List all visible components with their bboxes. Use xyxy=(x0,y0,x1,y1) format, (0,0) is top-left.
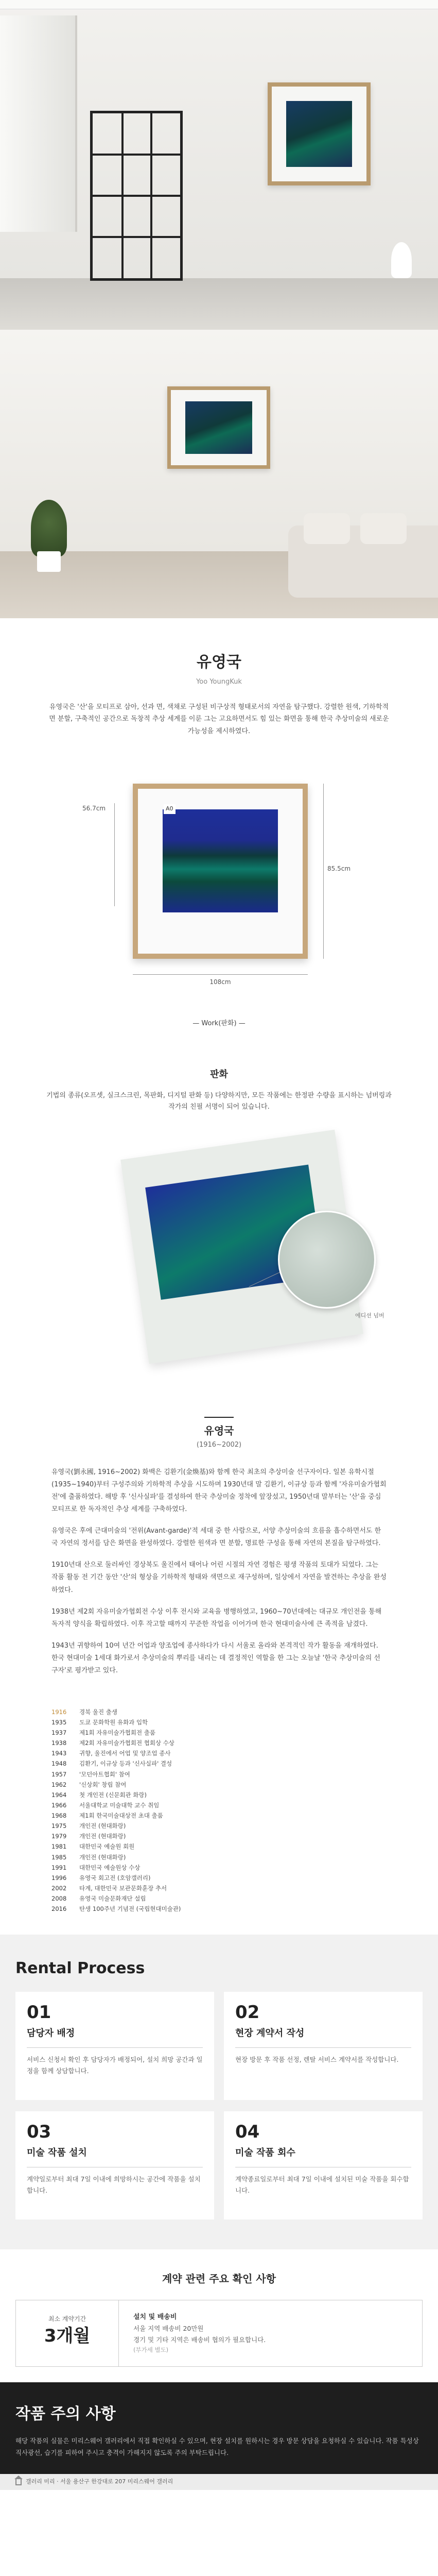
timeline-row xyxy=(51,1769,387,1780)
artwork-image xyxy=(185,401,252,454)
shelf-board xyxy=(93,236,180,238)
timeline-year: 1968 xyxy=(51,1812,67,1820)
divider xyxy=(27,2047,203,2048)
footer-text: 갤러리 미리 · 서울 용산구 한강대로 207 미리스웨어 갤러리 xyxy=(26,2478,173,2485)
timeline-text: 개인전 (현대화랑) xyxy=(79,1833,126,1840)
step-title: 담당자 배정 xyxy=(27,2027,75,2039)
bio-name: 유영국 xyxy=(204,1417,234,1439)
shelf-divider xyxy=(121,113,124,278)
timeline-year: 1966 xyxy=(51,1801,67,1809)
timeline-text: 경북 울진 출생 xyxy=(79,1708,117,1716)
shelf-divider xyxy=(150,113,152,278)
bio-paragraph: 유영국은 후에 근대미술의 '전위(Avant-garde)'적 세대 중 한 사람으로, 서양 추상미술의 흐름을 흡수하면서도 한국 자연의 정서를 담은 화면을 완성하였다. 강렬한 원색과 면 분할, 명료한 구성을 통해 자연의 본질을 탐구하였다. xyxy=(51,1527,381,1548)
timeline-year: 1935 xyxy=(51,1718,67,1726)
shelf-board xyxy=(93,154,180,156)
timeline-year: 1957 xyxy=(51,1770,67,1778)
timeline-year: 1962 xyxy=(51,1781,67,1788)
timeline-row xyxy=(51,1738,387,1748)
artist-intro xyxy=(0,618,438,758)
bio-header xyxy=(0,1391,438,1456)
step-number: 03 xyxy=(27,2122,51,2143)
bio-timeline xyxy=(0,1691,438,1935)
timeline-text: 개인전 (현대화랑) xyxy=(79,1822,126,1830)
delivery-line: 서울 지역 배송비 20만원 xyxy=(133,2325,204,2333)
timeline-row xyxy=(51,1883,387,1893)
timeline-row xyxy=(51,1780,387,1790)
min-period-value: 3개월 xyxy=(44,2325,91,2346)
home-icon xyxy=(15,2479,22,2485)
timeline-row xyxy=(51,1800,387,1810)
timeline-text: 김환기, 이규상 등과 '신사실파' 결성 xyxy=(79,1760,172,1768)
artist-name-en: Yoo YoungKuk xyxy=(196,678,242,686)
timeline-text: 탄생 100주년 기념전 (국립현대미술관) xyxy=(79,1905,181,1913)
timeline-row xyxy=(51,1707,387,1717)
contract-title: 계약 관련 주요 확인 사항 xyxy=(162,2273,276,2285)
timeline-year: 1916 xyxy=(51,1708,67,1716)
caution-title: 작품 주의 사항 xyxy=(15,2405,116,2424)
step-desc: 계약종료일로부터 최대 7일 이내에 설치된 미술 작품을 회수합니다. xyxy=(235,2175,409,2195)
bio-paragraph: 1910년대 산으로 둘러싸인 경상북도 울진에서 태어나 어린 시절의 자연 경험은 평생 작품의 토대가 되었다. 그는 작품 활동 전 기간 동안 '산'의 형상을 기하학적 형태와 색면으로 재구성하며, 일상에서 자연을 발견하는 추상을 완성하였다. xyxy=(51,1561,387,1594)
bookshelf xyxy=(90,111,183,281)
min-period-box xyxy=(16,2300,119,2366)
caution-section xyxy=(0,2382,438,2474)
bio-paragraph: 1943년 귀향하여 10여 년간 어업과 양조업에 종사하다가 다시 서울로 올라와 본격적인 작가 활동을 재개하였다. 한국 현대미술 1세대 화가로서 추상미술의 뿌리를 내리는 데 결정적인 역할을 한 그는 오늘날 '한국 추상미술의 선구자'로 평가받고 있다. xyxy=(51,1641,380,1674)
min-period-label: 최소 계약기간 xyxy=(48,2315,86,2323)
timeline-row xyxy=(51,1821,387,1831)
timeline-text: 제1회 한국미술대상전 초대 출품 xyxy=(79,1812,163,1820)
work-dimension-diagram xyxy=(0,758,438,1046)
timeline-text: 첫 개인전 (신문회관 화랑) xyxy=(79,1791,147,1799)
timeline-year: 1985 xyxy=(51,1853,67,1861)
outer-height-label: 85.5cm xyxy=(327,865,351,873)
technique-title: 판화 xyxy=(210,1069,228,1080)
step-number: 04 xyxy=(235,2122,260,2143)
timeline-row xyxy=(51,1717,387,1727)
timeline-year: 1996 xyxy=(51,1874,67,1882)
artwork-frame xyxy=(133,784,308,959)
caution-text: 해당 작품의 실물은 미리스웨어 갤러리에서 직접 확인하실 수 있으며, 현장 설치를 원하시는 경우 방문 상담을 요청하실 수 있습니다. 작품 특성상 직사광선, 습기를 피하여 주시고 충격이 가해지지 않도록 주의 부탁드립니다. xyxy=(15,2437,419,2456)
divider xyxy=(235,2047,411,2048)
step-title: 현장 계약서 작성 xyxy=(235,2027,305,2039)
size-badge: A0 xyxy=(164,804,176,814)
footer-bar xyxy=(0,2474,438,2490)
step-number: 02 xyxy=(235,2002,260,2023)
step-desc: 계약일로부터 최대 7일 이내에 희망하시는 공간에 작품을 설치합니다. xyxy=(27,2175,201,2195)
artist-intro-text: 유영국은 '산'을 모티프로 삼아, 선과 면, 색채로 구성된 비구상적 형태로서의 자연을 탐구했다. 강렬한 원색, 기하학적 면 분할, 구축적인 공간으로 독창적 추상 세계를 이룬 그는 고요하면서도 힘 있는 화면을 통해 한국 추상미술의 새로운 가능성을 제시하였다. xyxy=(49,703,389,735)
plant-pot xyxy=(37,551,61,572)
rental-title: Rental Process xyxy=(15,1959,145,1978)
rental-step-1 xyxy=(15,1992,214,2100)
timeline-row xyxy=(51,1810,387,1821)
timeline-year: 2002 xyxy=(51,1884,67,1892)
timeline-row xyxy=(51,1841,387,1852)
framed-artwork xyxy=(268,82,371,185)
timeline-text: '신상회' 창립 참여 xyxy=(79,1781,127,1788)
timeline-year: 1981 xyxy=(51,1843,67,1851)
timeline-row xyxy=(51,1873,387,1883)
living-room-image xyxy=(0,330,438,618)
cushion xyxy=(360,513,407,544)
bio-paragraph: 1938년 제2회 자유미술가협회전 수상 이후 전시와 교육을 병행하였고, 1960~70년대에는 대규모 개인전을 통해 독자적 양식을 확립하였다. 이후 작고할 때까지 꾸준한 작업을 이어가며 한국 현대미술사에 큰 족적을 남겼다. xyxy=(51,1607,382,1628)
timeline-year: 1938 xyxy=(51,1739,67,1747)
step-title: 미술 작품 설치 xyxy=(27,2147,87,2158)
step-number: 01 xyxy=(27,2002,51,2023)
timeline-year: 1975 xyxy=(51,1822,67,1830)
delivery-label: 설치 및 배송비 xyxy=(133,2313,177,2321)
inner-height-label: 56.7cm xyxy=(82,805,106,812)
outer-height-line xyxy=(323,784,324,959)
step-title: 미술 작품 회수 xyxy=(235,2147,295,2158)
artwork-painting xyxy=(163,809,278,912)
rental-step-3 xyxy=(15,2111,214,2219)
contract-section xyxy=(0,2249,438,2382)
timeline-text: 도쿄 문화학원 유화과 입학 xyxy=(79,1718,148,1726)
hero-interior-image xyxy=(0,0,438,330)
work-caption: — Work(판화) — xyxy=(192,1020,246,1028)
timeline-row xyxy=(51,1893,387,1904)
delivery-line: 경기 및 기타 지역은 배송비 협의가 필요합니다. xyxy=(133,2335,266,2344)
timeline-year: 1979 xyxy=(51,1833,67,1840)
timeline-row xyxy=(51,1904,387,1914)
rental-steps xyxy=(15,1992,423,2231)
edition-zoom-circle xyxy=(278,1211,376,1309)
bio-years: (1916~2002) xyxy=(196,1441,242,1449)
bio-paragraph: 유영국(劉永國, 1916~2002) 화백은 김환기(金煥基)와 함께 한국 최초의 추상미술 선구자이다. 일본 유학시절(1935~1940)부터 구성주의와 기하학적 추상을 시도하며 1930년대 말 김환기, 이규상 등과 함께 '자유미술가협회전'에 출품하였다. 해방 후 '신사실파'를 결성하여 한국 추상미술 정착에 앞장섰고, 1950년대 말부터는 '산'을 중심 모티프로 한 독자적인 추상 세계를 구축하였다. xyxy=(51,1468,387,1514)
inner-height-line xyxy=(114,803,115,906)
vase xyxy=(391,242,412,278)
bio-body xyxy=(0,1456,438,1691)
timeline-row xyxy=(51,1758,387,1769)
timeline-text: 유영국 미술문화재단 설립 xyxy=(79,1895,146,1903)
sofa xyxy=(288,526,438,598)
timeline-year: 1937 xyxy=(51,1729,67,1737)
plant xyxy=(31,500,67,556)
artwork-image xyxy=(286,101,352,167)
framed-artwork xyxy=(167,386,270,469)
timeline-row xyxy=(51,1748,387,1758)
timeline-year: 1991 xyxy=(51,1863,67,1871)
technique-desc: 기법의 종류(오프셋, 실크스크린, 목판화, 디지털 판화 등) 다양하지만, 모든 작품에는 한정판 수량을 표시하는 넘버링과 작가의 친필 서명이 되어 있습니다. xyxy=(46,1091,392,1111)
ceiling xyxy=(0,0,438,9)
timeline-text: 개인전 (현대화랑) xyxy=(79,1853,126,1861)
delivery-note: (부가세 별도) xyxy=(133,2346,169,2353)
contract-box xyxy=(15,2300,423,2367)
timeline-text: 제2회 자유미술가협회전 협회상 수상 xyxy=(79,1739,174,1747)
timeline-row xyxy=(51,1862,387,1873)
timeline-year: 2016 xyxy=(51,1905,67,1913)
rental-step-2 xyxy=(224,1992,423,2100)
timeline-year: 1964 xyxy=(51,1791,67,1799)
delivery-info xyxy=(119,2300,422,2366)
timeline-year: 2008 xyxy=(51,1895,67,1903)
cushion xyxy=(304,513,350,544)
timeline-text: 타계, 대한민국 보관문화훈장 추서 xyxy=(79,1884,167,1892)
timeline-text: 유영국 회고전 (호암갤러리) xyxy=(79,1874,151,1882)
step-desc: 현장 방문 후 작품 선정, 렌탈 서비스 계약서를 작성합니다. xyxy=(235,2056,399,2064)
timeline-year: 1948 xyxy=(51,1760,67,1768)
window xyxy=(0,15,77,232)
timeline-row xyxy=(51,1727,387,1738)
timeline-row xyxy=(51,1790,387,1800)
timeline-text: 대한민국 예술원상 수상 xyxy=(79,1863,141,1871)
floor xyxy=(0,278,438,330)
width-line xyxy=(133,974,308,975)
rental-step-4 xyxy=(224,2111,423,2219)
timeline-year: 1943 xyxy=(51,1750,67,1757)
shelf-board xyxy=(93,195,180,197)
timeline-text: 대한민국 예술원 회원 xyxy=(79,1843,135,1851)
timeline-text: 귀향, 울진에서 어업 및 양조업 종사 xyxy=(79,1750,171,1757)
step-desc: 서비스 신청서 확인 후 담당자가 배정되어, 설치 희망 공간과 일정을 함께 상담합니다. xyxy=(27,2056,203,2075)
width-label: 108cm xyxy=(209,978,231,986)
timeline-text: 제1회 자유미술가협회전 출품 xyxy=(79,1729,155,1737)
timeline-row xyxy=(51,1852,387,1862)
timeline-text: '모던아트협회' 참여 xyxy=(79,1770,130,1778)
timeline-row xyxy=(51,1831,387,1841)
rental-process xyxy=(0,1935,438,2249)
timeline-text: 서울대학교 미술대학 교수 취임 xyxy=(79,1801,160,1809)
edition-label: 에디션 넘버 xyxy=(355,1312,384,1319)
artist-name: 유영국 xyxy=(197,653,241,671)
technique-section xyxy=(0,1046,438,1123)
technique-image xyxy=(0,1123,438,1391)
